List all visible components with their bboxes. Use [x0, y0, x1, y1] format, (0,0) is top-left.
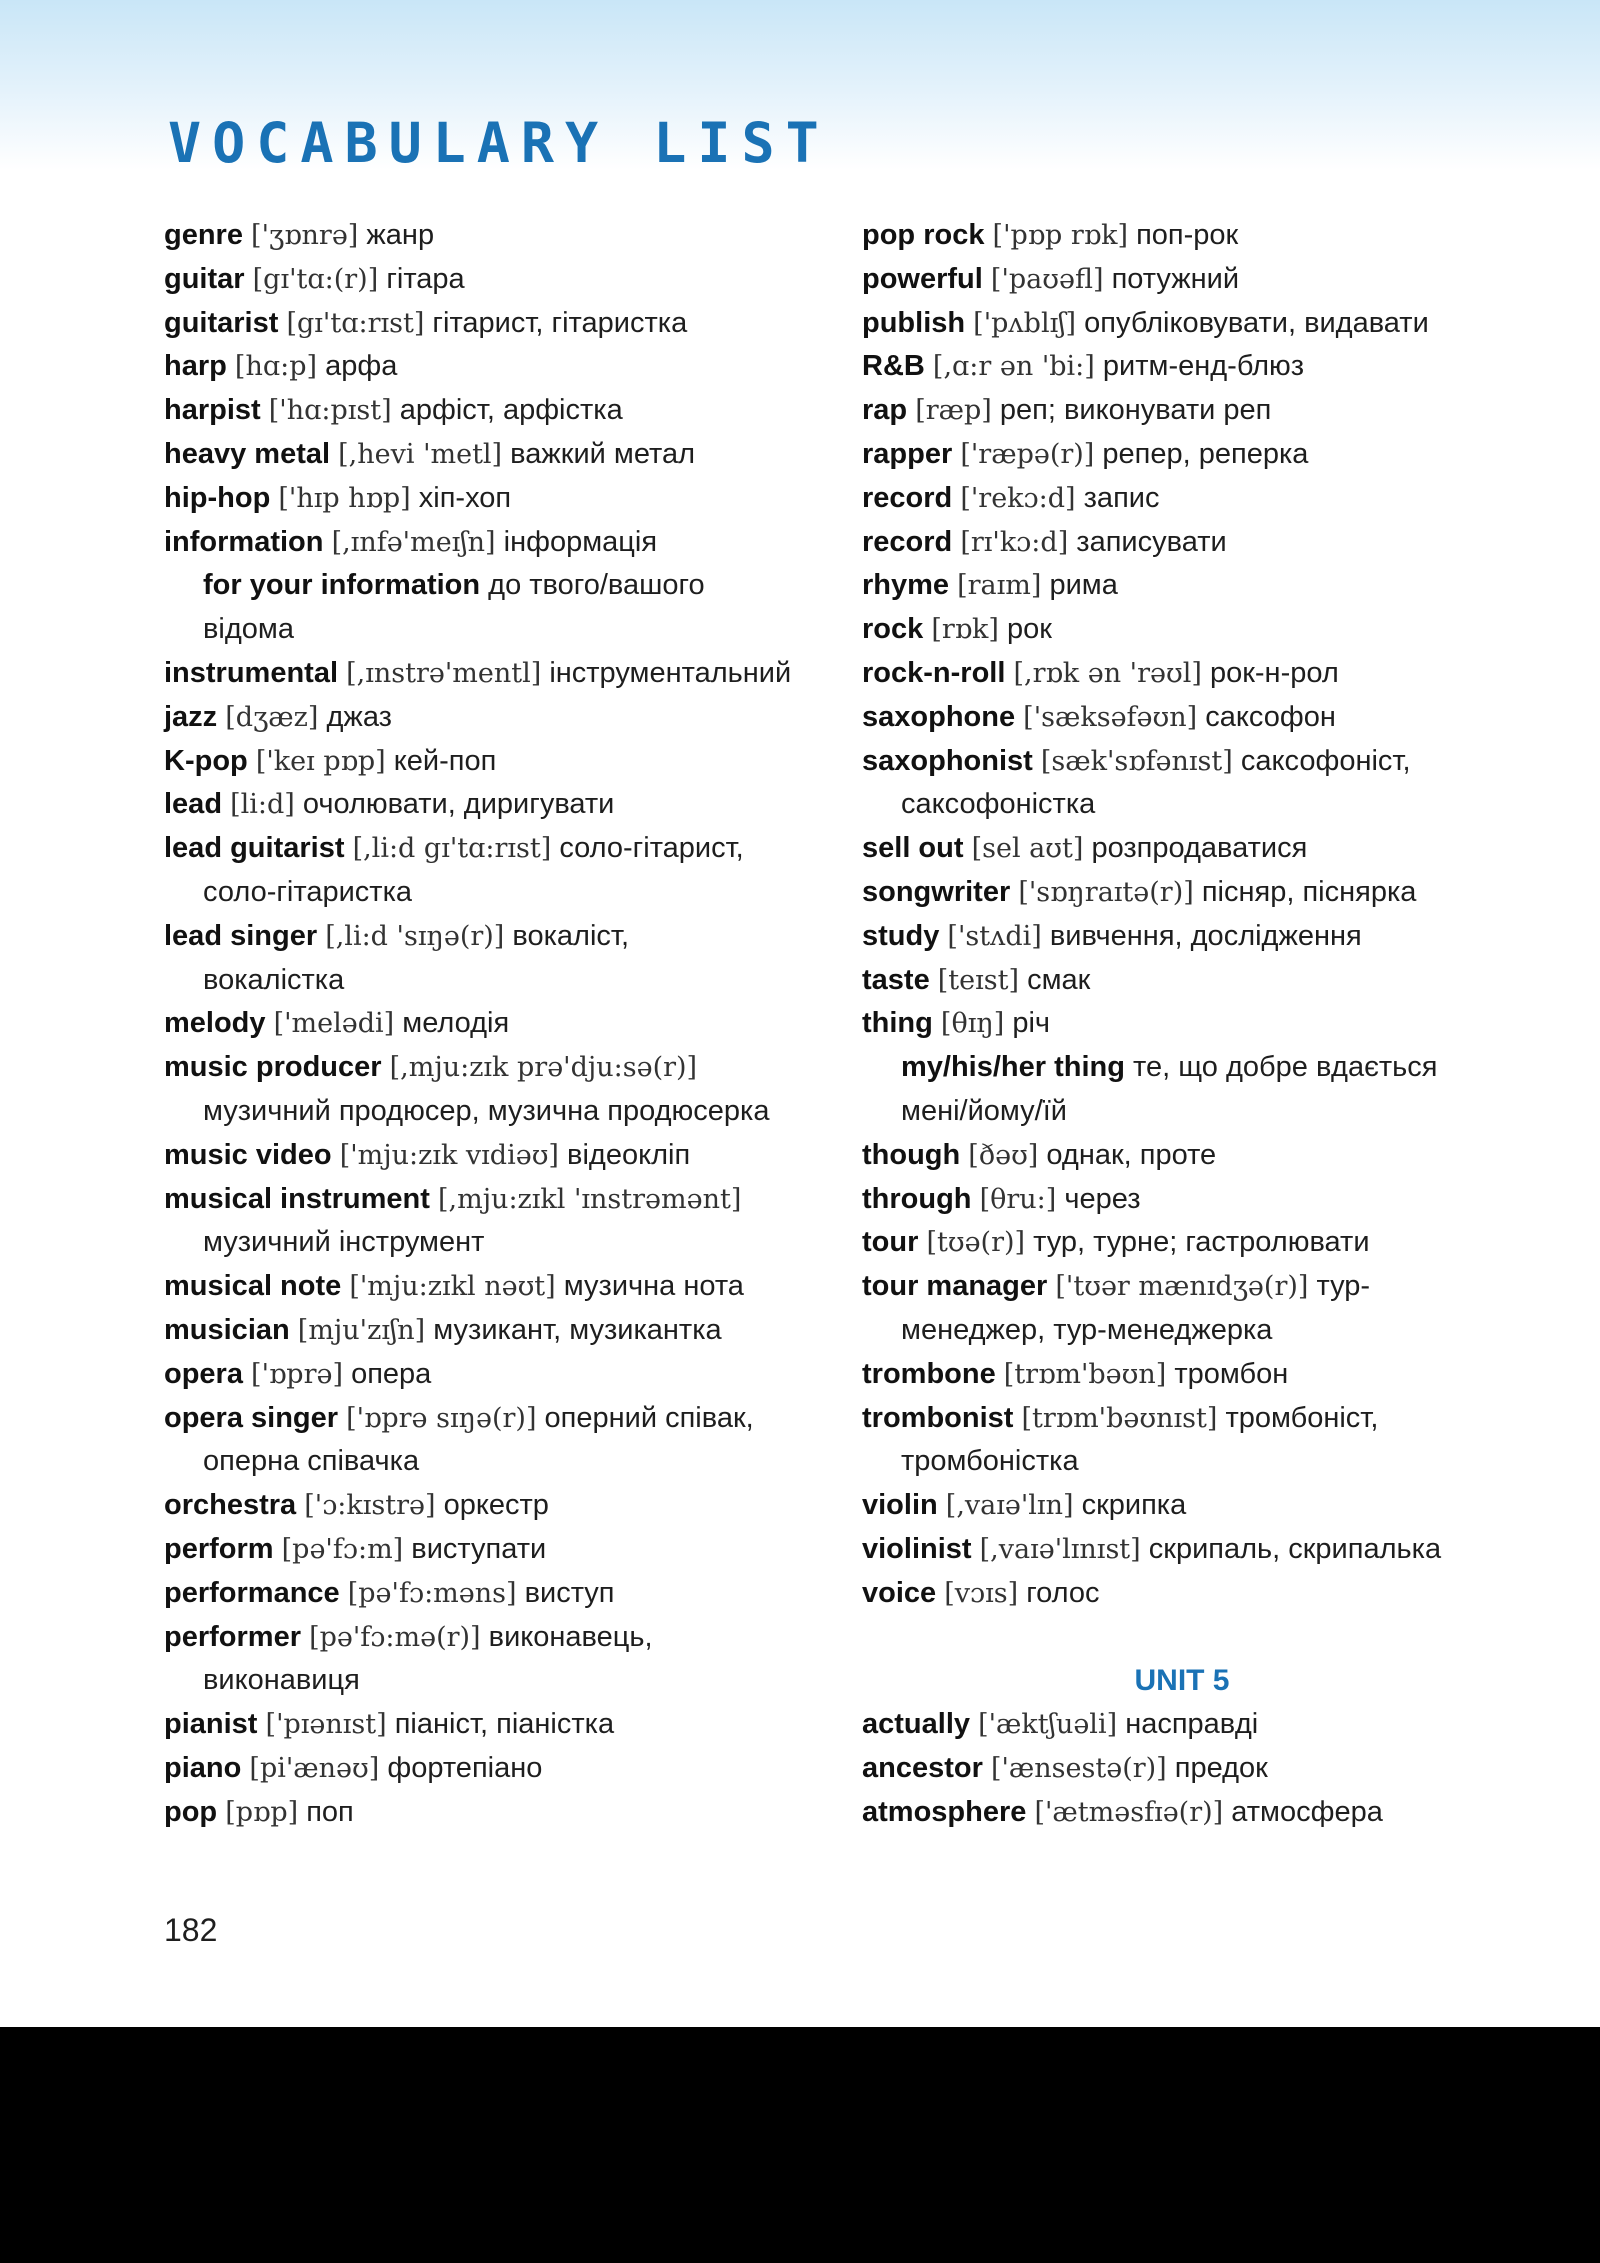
headword: heavy metal [164, 437, 331, 470]
headword: songwriter [862, 875, 1011, 908]
headword: piano [164, 1751, 242, 1784]
vocab-entry [862, 477, 1502, 521]
vocab-entry [862, 1484, 1502, 1528]
blank-line [862, 1616, 1502, 1660]
translation: фортепіано [387, 1751, 543, 1784]
translation: арфа [325, 350, 398, 383]
translation: через [1064, 1182, 1141, 1215]
vocab-entry [164, 1134, 814, 1178]
transcription: [,vaɪə'lɪnɪst] [979, 1533, 1141, 1565]
translation: оперна співачка [203, 1445, 420, 1478]
translation: виступ [524, 1576, 615, 1609]
transcription: [ðəʊ] [968, 1139, 1039, 1171]
transcription: [θɪŋ] [940, 1008, 1005, 1040]
headword: though [862, 1138, 961, 1171]
headword: rock-n-roll [862, 656, 1006, 689]
left-column [164, 214, 814, 1834]
vocab-continuation [164, 1440, 814, 1484]
headword: musical note [164, 1270, 342, 1303]
translation: музичний інструмент [203, 1226, 485, 1259]
headword: tour [862, 1226, 919, 1259]
headword: music video [164, 1138, 332, 1171]
vocab-entry [862, 608, 1502, 652]
translation: мені/йому/їй [901, 1094, 1067, 1127]
transcription: [mju'zɪʃn] [297, 1314, 426, 1346]
vocab-entry [164, 521, 814, 565]
transcription: [teɪst] [937, 964, 1020, 996]
translation: поп-рок [1136, 219, 1239, 251]
transcription: ['keɪ pɒp] [255, 745, 386, 777]
transcription: ['sɒŋraɪtə(r)] [1018, 876, 1194, 908]
transcription: [sæk'sɒfənɪst] [1040, 745, 1233, 777]
translation: саксофон [1205, 700, 1336, 733]
translation: ритм-енд-блюз [1102, 350, 1305, 383]
translation: музикант, музикантка [433, 1313, 722, 1346]
headword: R&B [862, 350, 925, 383]
transcription: [vɔɪs] [944, 1577, 1019, 1609]
transcription: [sel aʊt] [971, 833, 1084, 865]
transcription: ['ætməsfɪə(r)] [1034, 1796, 1224, 1828]
vocab-continuation [862, 783, 1502, 827]
transcription: [,ɪnfə'meɪʃn] [331, 526, 496, 558]
transcription: ['ræpə(r)] [960, 438, 1095, 470]
headword: saxophonist [862, 744, 1033, 777]
transcription: [,mju:zɪkl 'ɪnstrəmənt] [437, 1183, 742, 1215]
headword: violin [862, 1489, 938, 1522]
translation: важкий метал [510, 437, 696, 470]
headword: atmosphere [862, 1795, 1027, 1828]
transcription: ['paʊəfl] [990, 263, 1104, 295]
vocab-entry [862, 1397, 1502, 1441]
translation: виступати [411, 1532, 547, 1565]
vocab-entry [164, 1046, 814, 1090]
transcription: [pɒp] [225, 1796, 299, 1828]
headword: harpist [164, 394, 261, 427]
headword: music producer [164, 1051, 382, 1084]
vocab-entry [862, 258, 1502, 302]
transcription: [trɒm'bəʊn] [1003, 1358, 1167, 1390]
headword: trombone [862, 1357, 996, 1390]
headword: musical instrument [164, 1182, 430, 1215]
vocab-entry [862, 915, 1502, 959]
right-column [862, 214, 1502, 1834]
vocab-continuation [862, 1309, 1502, 1353]
transcription: [pə'fɔ:m] [281, 1533, 404, 1565]
headword: lead guitarist [164, 832, 345, 865]
translation: відеокліп [567, 1138, 691, 1171]
vocab-entry [862, 827, 1502, 871]
headword: through [862, 1182, 972, 1215]
vocab-entry [164, 1484, 814, 1528]
translation: музичний продюсер, музична продюсерка [203, 1094, 770, 1127]
vocab-entry [164, 345, 814, 389]
transcription: ['mju:zɪkl nəʊt] [349, 1271, 556, 1303]
transcription: ['ɒprə] [251, 1358, 343, 1390]
transcription: [gɪ'tɑ:rɪst] [286, 307, 425, 339]
translation: тромбоніст, [1225, 1401, 1379, 1434]
translation: насправді [1125, 1708, 1259, 1741]
headword: jazz [164, 700, 218, 733]
translation: оперний співак, [544, 1401, 754, 1434]
vocab-entry [164, 564, 814, 608]
transcription: [pi'ænəʊ] [249, 1752, 380, 1784]
headword: my/his/her thing [901, 1051, 1125, 1084]
vocab-entry [862, 696, 1502, 740]
transcription: ['æktʃuəli] [978, 1709, 1118, 1741]
vocab-entry [164, 652, 814, 696]
transcription: [,ɑ:r ən 'bi:] [932, 351, 1095, 383]
translation: тромбон [1174, 1357, 1289, 1390]
headword: performer [164, 1620, 301, 1653]
transcription: ['hɑ:pɪst] [268, 395, 392, 427]
translation: однак, проте [1046, 1138, 1217, 1171]
transcription: ['ʒɒnrə] [251, 220, 359, 251]
transcription: ['pʌblɪʃ] [973, 307, 1077, 339]
vocab-continuation [862, 1090, 1502, 1134]
headword: pianist [164, 1708, 258, 1741]
vocab-entry [164, 783, 814, 827]
transcription: [gɪ'tɑ:(r)] [252, 263, 379, 295]
vocab-entry [164, 433, 814, 477]
vocab-entry [862, 521, 1502, 565]
vocab-entry [164, 389, 814, 433]
vocab-continuation [164, 871, 814, 915]
translation: гітарист, гітаристка [432, 306, 688, 339]
translation: вокалістка [203, 963, 345, 996]
headword: violinist [862, 1532, 972, 1565]
transcription: [ræp] [915, 395, 992, 427]
headword: voice [862, 1576, 937, 1609]
vocab-entry [862, 1134, 1502, 1178]
translation: соло-гітарист, [559, 832, 744, 865]
vocab-entry [164, 915, 814, 959]
vocab-entry [164, 1572, 814, 1616]
vocab-entry [164, 1309, 814, 1353]
transcription: ['rekɔ:d] [960, 482, 1076, 514]
translation: вивчення, дослідження [1049, 919, 1362, 952]
translation: реп; виконувати реп [999, 394, 1272, 427]
transcription: [θru:] [979, 1183, 1057, 1215]
translation: атмосфера [1231, 1795, 1383, 1828]
vocab-continuation [862, 1440, 1502, 1484]
headword: record [862, 525, 953, 558]
headword: melody [164, 1007, 266, 1040]
headword: pop rock [862, 219, 985, 251]
headword: opera [164, 1357, 243, 1390]
translation: музична нота [563, 1270, 744, 1303]
translation: мелодія [402, 1007, 510, 1040]
transcription: ['sæksəfəʊn] [1023, 701, 1198, 733]
headword: rock [862, 613, 924, 646]
vocab-entry [862, 1572, 1502, 1616]
headword: lead [164, 788, 223, 821]
vocab-entry [862, 1002, 1502, 1046]
transcription: ['mju:zɪk vɪdiəʊ] [339, 1139, 559, 1171]
translation: соло-гітаристка [203, 875, 413, 908]
transcription: [pə'fɔ:mə(r)] [309, 1621, 481, 1653]
translation: відома [203, 613, 294, 646]
vocab-entry [862, 1221, 1502, 1265]
transcription: [,vaɪə'lɪn] [945, 1490, 1074, 1522]
headword: actually [862, 1708, 970, 1741]
vocab-entry [164, 477, 814, 521]
vocab-continuation [164, 1090, 814, 1134]
headword: genre [164, 219, 243, 251]
transcription: ['pɪənɪst] [265, 1709, 387, 1741]
vocab-entry [164, 1703, 814, 1747]
headword: harp [164, 350, 227, 383]
vocab-entry [164, 1353, 814, 1397]
headword: information [164, 525, 324, 558]
headword: tour manager [862, 1270, 1048, 1303]
unit-heading: UNIT 5 [1134, 1664, 1230, 1698]
translation: оркестр [443, 1489, 549, 1522]
transcription: [raɪm] [957, 570, 1042, 602]
translation: пісняр, піснярка [1201, 875, 1417, 908]
bottom-black-band [0, 2027, 1600, 2263]
headword: rhyme [862, 569, 950, 602]
headword: performance [164, 1576, 340, 1609]
headword: K-pop [164, 744, 248, 777]
transcription: [,ɪnstrə'mentl] [346, 657, 542, 689]
transcription: ['ɒprə sɪŋə(r)] [346, 1402, 537, 1434]
vocab-entry [862, 871, 1502, 915]
translation: опубліковувати, видавати [1084, 306, 1429, 339]
vocab-entry [164, 1178, 814, 1222]
vocab-entry [862, 652, 1502, 696]
vocab-entry [862, 433, 1502, 477]
vocab-entry [164, 302, 814, 346]
translation: розпродаватися [1091, 832, 1308, 865]
headword: record [862, 481, 953, 514]
transcription: [,li:d 'sɪŋə(r)] [325, 920, 505, 952]
translation: інструментальний [549, 656, 792, 689]
headword: opera singer [164, 1401, 339, 1434]
translation: смак [1027, 963, 1091, 996]
vocab-entry [164, 827, 814, 871]
vocab-entry [164, 1265, 814, 1309]
translation: потужний [1111, 262, 1240, 295]
transcription: [,mju:zɪk prə'dju:sə(r)] [389, 1052, 698, 1084]
headword: thing [862, 1007, 933, 1040]
translation: вокаліст, [512, 919, 630, 952]
vocab-entry [164, 740, 814, 784]
headword: saxophone [862, 700, 1016, 733]
vocab-entry [862, 302, 1502, 346]
translation: тур- [1316, 1270, 1371, 1303]
translation: виконавиця [203, 1664, 360, 1697]
translation: виконавець, [488, 1620, 653, 1653]
vocab-entry [862, 1178, 1502, 1222]
transcription: ['tʊər mænɪdʒə(r)] [1055, 1271, 1309, 1303]
translation: репер, реперка [1102, 437, 1309, 470]
vocab-entry [164, 1616, 814, 1660]
transcription: [rɒk] [931, 614, 999, 646]
vocab-entry [164, 214, 814, 258]
vocab-entry [164, 696, 814, 740]
translation: предок [1174, 1751, 1268, 1784]
vocab-entry [862, 1353, 1502, 1397]
transcription: [,hevi 'metl] [338, 438, 503, 470]
vocab-entry [862, 959, 1502, 1003]
headword: for your information [203, 569, 481, 602]
headword: publish [862, 306, 966, 339]
headword: pop [164, 1795, 218, 1828]
headword: rap [862, 394, 908, 427]
translation: менеджер, тур-менеджерка [901, 1313, 1273, 1346]
translation: піаніст, піаністка [394, 1708, 615, 1741]
translation: джаз [326, 700, 392, 733]
headword: musician [164, 1313, 290, 1346]
translation: тромбоністка [901, 1445, 1079, 1478]
transcription: [,li:d gɪ'tɑ:rɪst] [352, 833, 552, 865]
vocab-entry [862, 564, 1502, 608]
transcription: [tʊə(r)] [926, 1227, 1026, 1259]
translation: саксофоністка [901, 788, 1096, 821]
transcription: [rɪ'kɔ:d] [960, 526, 1069, 558]
translation: хіп-хоп [418, 481, 512, 514]
vocab-entry [862, 214, 1502, 258]
translation: рок-н-рол [1209, 656, 1339, 689]
headword: study [862, 919, 940, 952]
transcription: [dʒæz] [225, 701, 319, 733]
page-title: VOCABULARY LIST [168, 111, 830, 175]
vocab-entry [862, 740, 1502, 784]
headword: perform [164, 1532, 274, 1565]
vocab-entry [164, 258, 814, 302]
headword: trombonist [862, 1401, 1014, 1434]
transcription: ['melədi] [273, 1008, 395, 1040]
vocab-continuation [164, 959, 814, 1003]
transcription: [trɒm'bəʊnɪst] [1021, 1402, 1218, 1434]
translation: скрипка [1081, 1489, 1187, 1522]
translation: скрипаль, скрипалька [1148, 1532, 1442, 1565]
vocab-entry [862, 1528, 1502, 1572]
translation: кей-поп [393, 744, 497, 777]
headword: guitarist [164, 306, 279, 339]
vocab-entry [862, 389, 1502, 433]
transcription: [,rɒk ən 'rəʊl] [1013, 657, 1202, 689]
headword: orchestra [164, 1489, 297, 1522]
translation: опера [351, 1357, 432, 1390]
vocab-continuation [164, 608, 814, 652]
transcription: ['ɔ:kɪstrə] [304, 1490, 436, 1522]
vocab-entry [862, 1703, 1502, 1747]
vocab-entry [164, 1528, 814, 1572]
vocab-entry [862, 1265, 1502, 1309]
translation: те, що добре вдається [1133, 1051, 1438, 1084]
vocab-continuation [164, 1221, 814, 1265]
translation: рок [1007, 613, 1052, 646]
vocab-entry [862, 1046, 1502, 1090]
translation: тур, турне; гастролювати [1033, 1226, 1370, 1259]
transcription: ['pɒp rɒk] [992, 220, 1129, 251]
translation: арфіст, арфістка [399, 394, 623, 427]
transcription: [pə'fɔ:məns] [347, 1577, 517, 1609]
translation: річ [1012, 1007, 1051, 1040]
vocab-entry [164, 1002, 814, 1046]
transcription: [hɑ:p] [234, 351, 318, 383]
headword: hip-hop [164, 481, 271, 514]
translation: гітара [386, 262, 465, 295]
headword: guitar [164, 262, 245, 295]
transcription: ['ænsestə(r)] [990, 1752, 1167, 1784]
headword: instrumental [164, 656, 339, 689]
translation: очолювати, диригувати [302, 788, 615, 821]
translation: голос [1026, 1576, 1100, 1609]
headword: sell out [862, 832, 964, 865]
headword: lead singer [164, 919, 318, 952]
vocab-entry [164, 1397, 814, 1441]
headword: taste [862, 963, 930, 996]
vocab-entry [862, 345, 1502, 389]
translation: запис [1083, 481, 1160, 514]
vocab-entry [164, 1791, 814, 1835]
translation: жанр [366, 219, 435, 251]
transcription: ['stʌdi] [947, 920, 1042, 952]
translation: інформація [503, 525, 658, 558]
translation: до твого/вашого [488, 569, 705, 602]
translation: записувати [1076, 525, 1227, 558]
vocab-entry [862, 1791, 1502, 1835]
vocab-entry [862, 1747, 1502, 1791]
transcription: [li:d] [230, 789, 295, 821]
translation: саксофоніст, [1240, 744, 1411, 777]
translation: рима [1049, 569, 1118, 602]
headword: ancestor [862, 1751, 983, 1784]
transcription: ['hɪp hɒp] [278, 482, 411, 514]
page-number: 182 [164, 1912, 218, 1948]
translation: поп [306, 1795, 354, 1828]
headword: rapper [862, 437, 953, 470]
headword: powerful [862, 262, 983, 295]
vocab-continuation [164, 1659, 814, 1703]
vocab-entry [164, 1747, 814, 1791]
